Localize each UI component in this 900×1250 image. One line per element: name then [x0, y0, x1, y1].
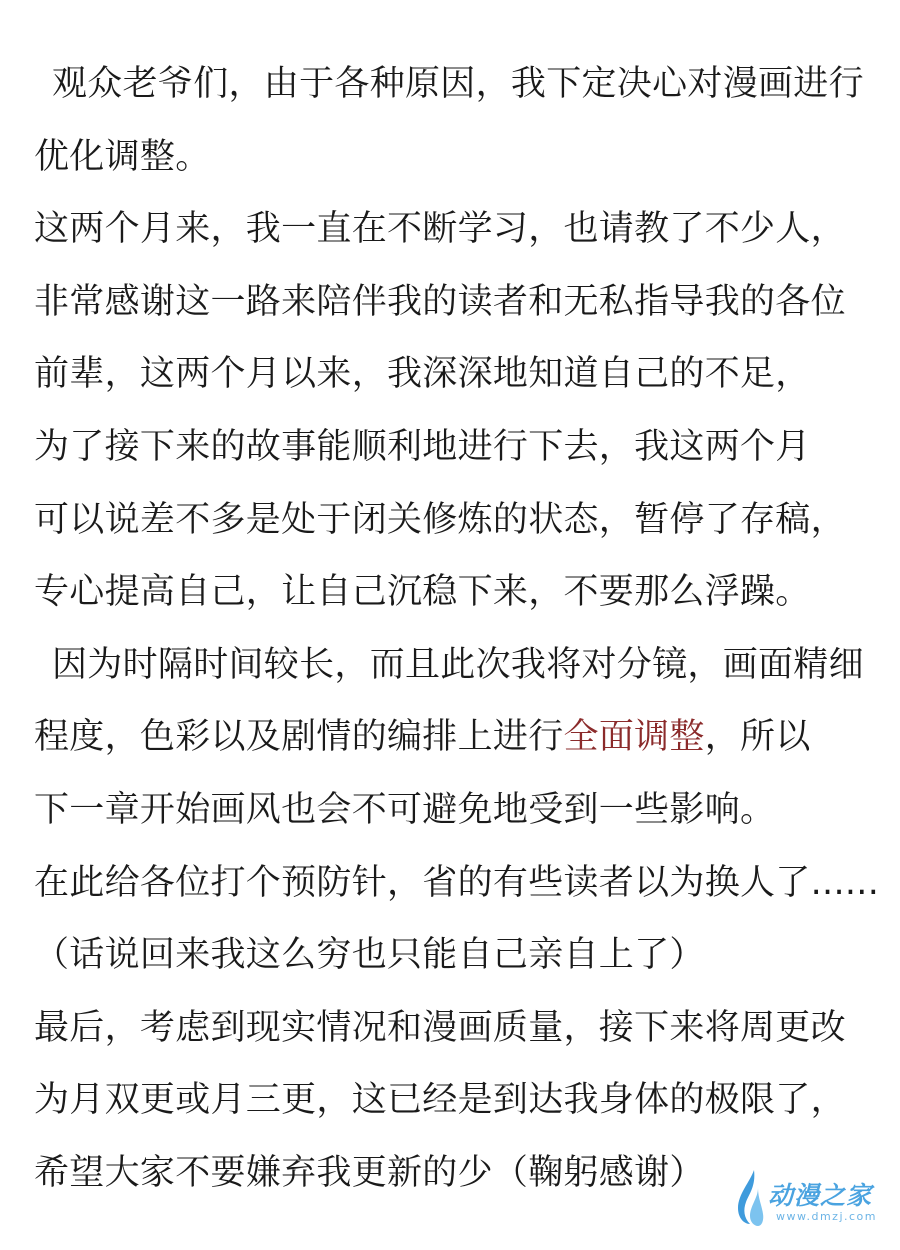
- droplet-logo-icon: [732, 1168, 766, 1228]
- text-line-6: 为了接下来的故事能顺利地进行下去，我这两个月: [34, 426, 811, 467]
- text-line-12: 在此给各位打个预防针，省的有些读者以为换人了......: [34, 862, 880, 903]
- text-line-10: 程度，色彩以及剧情的编排上进行全面调整，所以: [34, 717, 811, 758]
- text-line-7: 可以说差不多是处于闭关修炼的状态，暂停了存稿，: [34, 499, 846, 540]
- text-line-15: 为月双更或月三更，这已经是到达我身体的极限了，: [34, 1080, 846, 1121]
- watermark-url: www.dmzj.com: [776, 1210, 877, 1223]
- highlight-text: 全面调整: [563, 717, 705, 758]
- text-line-3: 这两个月来，我一直在不断学习，也请教了不少人，: [34, 209, 846, 250]
- watermark-brand: 动漫之家: [768, 1181, 873, 1210]
- text-line-1: 观众老爷们，由于各种原因，我下定决心对漫画进行: [52, 64, 864, 104]
- text-line-4: 非常感谢这一路来陪伴我的读者和无私指导我的各位: [34, 281, 846, 322]
- text-line-11: 下一章开始画风也会不可避免地受到一些影响。: [34, 789, 776, 830]
- announcement-text: [34, 58, 884, 1220]
- text-line-8: 专心提高自己，让自己沉稳下来，不要那么浮躁。: [34, 572, 811, 613]
- text-line-2: 优化调整。: [34, 136, 211, 177]
- text-line-14: 最后，考虑到现实情况和漫画质量，接下来将周更改: [34, 1007, 846, 1048]
- text-line-16: 希望大家不要嫌弃我更新的少（鞠躬感谢）: [34, 1152, 705, 1193]
- text-line-5: 前辈，这两个月以来，我深深地知道自己的不足，: [34, 354, 811, 395]
- text-line-13: （话说回来我这么穷也只能自己亲自上了）: [34, 935, 705, 976]
- dmzj-watermark: [732, 1166, 882, 1236]
- text-line-9: 因为时隔时间较长，而且此次我将对分镜，画面精细: [52, 644, 864, 685]
